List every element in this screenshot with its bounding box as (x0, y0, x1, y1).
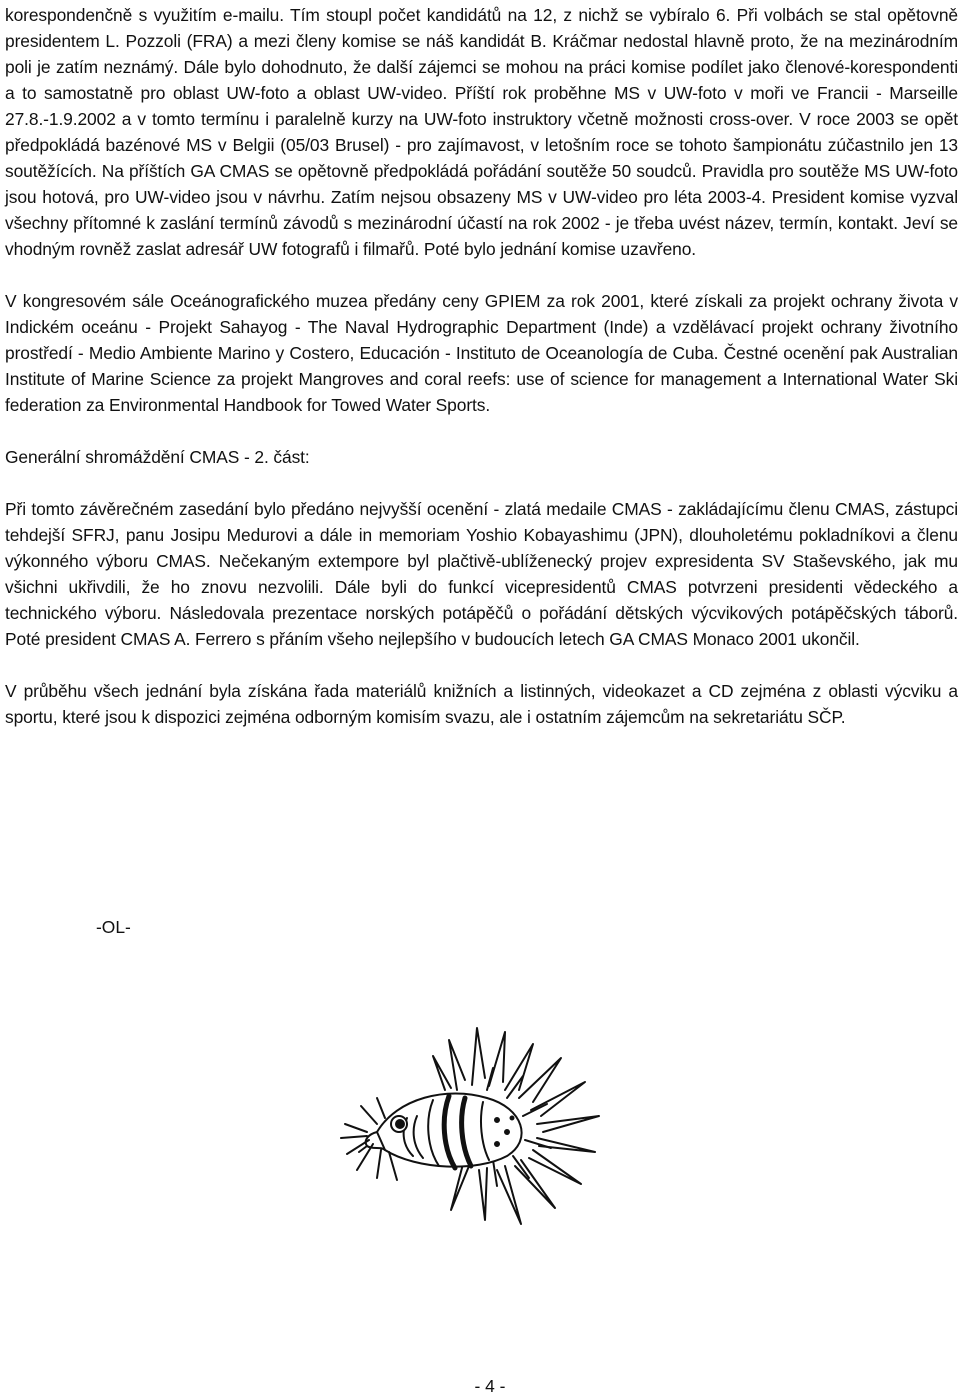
author-signature: -OL- (96, 917, 131, 937)
document-body (5, 2, 958, 730)
paragraph-commission-report: korespondenčně s využitím e-mailu. Tím stoupl počet kandidátů na 12, z nichž se vybíralo 6. Při volbách se stal opětovně presidentem L. Pozzoli (FRA) a mezi členy komise se náš kandidát B. Kráčmar nedostal hlavně proto, že na mezinárodním poli je zatím neznámý. Dále bylo dohodnuto, že další zájemci se mohou na práci komise podílet jako členové-korespondenti a to samostatně pro oblast UW-foto a oblast UW-video. Příští rok proběhne MS v UW-foto v moři ve Francii - Marseille 27.8.-1.9.2002 a v tomto termínu i paralelně kurzy na UW-foto instruktory včetně možnosti cross-over. V roce 2003 se opět předpokládá bazénové MS v Belgii (05/03 Brusel) - pro zajímavost, v letošním roce se tohoto šampionátu zúčastnilo jen 13 soutěžících. Na příštích GA CMAS se opětovně předpokládá pořádání soutěže 50 soudců. Pravidla pro soutěže MS UW-foto jsou hotová, pro UW-video jsou v návrhu. Zatím nejsou obsazeny MS v UW-video pro léta 2003-4. President komise vyzval všechny přítomné k zaslání termínů závodů s mezinárodní účastí na rok 2002 - je třeba uvést název, termín, kontakt. Jeví se vhodným rovněž zaslat adresář UW fotografů i filmařů. Poté bylo jednání komise uzavřeno. (5, 5, 958, 259)
section-heading-general-assembly: Generální shromáždění CMAS - 2. část: (5, 447, 310, 467)
paragraph-materials: V průběhu všech jednání byla získána řada materiálů knižních a listinných, videokazet a CD zejména z oblasti výcviku a sportu, které jsou k dispozici zejména odborným komisím svazu, ale i ostatním zájemcům na sekretariátu SČP. (5, 681, 958, 727)
paragraph-gpiem-awards: V kongresovém sále Oceánografického muzea předány ceny GPIEM za rok 2001, které získali za projekt ochrany života v Indickém oceánu - Projekt Sahayog - The Naval Hydrographic Department (Inde) a vzdělávací projekt ochrany životního prostředí - Medio Ambiente Marino y Costero, Educación - Instituto de Oceanología de Cuba. Čestné ocenění pak Australian Institute of Marine Science za projekt Mangroves and coral reefs: use of science for management a International Water Ski federation za Environmental Handbook for Towed Water Sports. (5, 291, 958, 415)
paragraph-final-session: Při tomto závěrečném zasedání bylo předáno nejvyšší ocenění - zlatá medaile CMAS - zakládajícímu členu CMAS, zástupci tehdejší SFRJ, panu Josipu Medurovi a dále in memoriam Yoshio Kobayashimu (JPN), dlouholetému pokladníkovi a členu výkonného výboru CMAS. Nečekaným extempore byl plačtivě-ublíženecký projev expresidenta SV Staševského, jak mu všichni ukřivdili, že ho znovu nezvolili. Dále byli do funkcí vicepresidentů CMAS potvrzeni presidenti vědeckého a technického výboru. Následovala prezentace norských potápěčů o pořádání dětských výcvikových potápěčských táborů. Poté president CMAS A. Ferrero s přáním všeho nejlepšího v budoucích letech GA CMAS Monaco 2001 ukončil. (5, 499, 958, 649)
fish-drawing-icon (337, 1020, 607, 1230)
page-number: - 4 - (474, 1376, 506, 1396)
